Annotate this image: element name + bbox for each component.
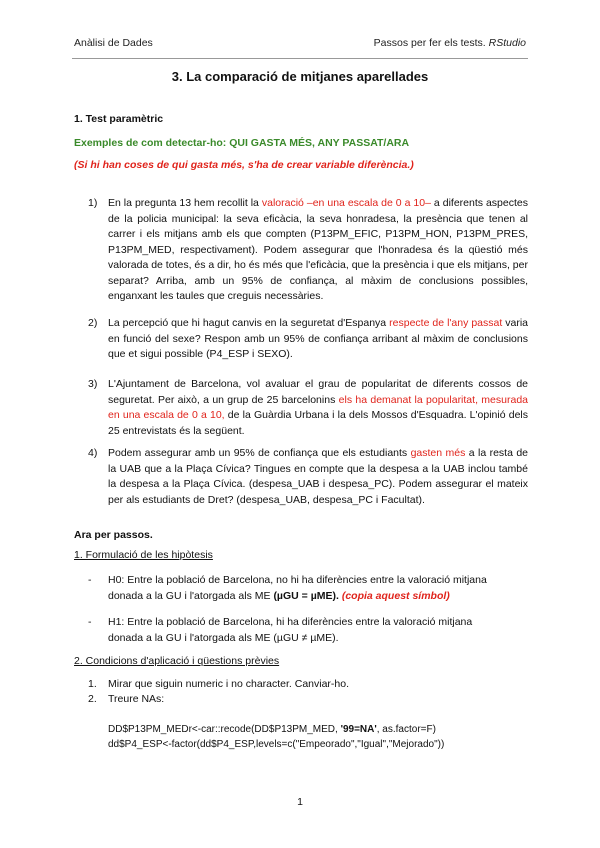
item-highlight: els ha demanat la popularitat, mesurada en una escala de 0 a 10, bbox=[108, 393, 528, 421]
conditions-heading: 2. Condicions d'aplicació i qüestions prèvies bbox=[74, 655, 280, 667]
page-title: 3. La comparació de mitjanes aparellades bbox=[171, 69, 429, 84]
code-line-factor: dd$P4_ESP<-factor(dd$P4_ESP,levels=c("Empeorado","Igual","Mejorado")) bbox=[108, 739, 445, 750]
item-highlight: respecte de l'any passat bbox=[389, 317, 503, 329]
header-course-title: Anàlisi de Dades bbox=[74, 37, 153, 49]
exercise-item-3 bbox=[88, 377, 528, 439]
h0-text: H0: Entre la població de Barcelona, no hi ha diferències entre la valoració mitjana donada a la GU i l'atorgada als ME bbox=[108, 574, 487, 602]
header-subtitle-rstudio: RStudio bbox=[488, 37, 526, 49]
item-number: 1) bbox=[88, 197, 98, 209]
condition-item-1 bbox=[88, 677, 508, 693]
exercise-item-1 bbox=[88, 196, 528, 305]
hypothesis-h1 bbox=[88, 615, 508, 646]
item-number: 2) bbox=[88, 317, 98, 329]
difference-variable-note: (Si hi han coses de qui gasta més, s'ha de crear variable diferència.) bbox=[74, 159, 414, 171]
code-text: , as.factor=F) bbox=[376, 724, 436, 735]
item-text: L'Ajuntament de Barcelona, vol avaluar el grau de popularitat de diferents cossos de seguretat. Per això, a un grup de 25 barcelonins bbox=[108, 378, 528, 406]
h0-formula: (µGU = µME). bbox=[273, 589, 339, 602]
examples-line: Exemples de com detectar-ho: QUI GASTA MÉS, ANY PASSAT/ARA bbox=[74, 137, 410, 149]
header-divider bbox=[72, 58, 528, 59]
item-text: a la resta de la UAB que a la Plaça Cívica? Tingues en compte que la despesa a la UAB inclou també la despesa a la Plaça Cívica. (despesa_UAB i despesa_PC). Podem assegurar el mateix per als estudiants de Dret? (despesa_UAB, despesa_PC i Facultat). bbox=[108, 447, 529, 506]
condition-item-2 bbox=[88, 692, 508, 708]
h0-symbol-note: (copia aquest símbol) bbox=[341, 589, 450, 602]
item-number: 3) bbox=[88, 378, 98, 390]
header-doc-subtitle bbox=[374, 37, 526, 49]
item-highlight: gasten més bbox=[410, 447, 466, 459]
dash-bullet: - bbox=[88, 616, 92, 628]
steps-heading: Ara per passos. bbox=[74, 529, 153, 541]
code-text: DD$P13PM_MEDr<-car::recode(DD$P13PM_MED, bbox=[108, 724, 341, 735]
hypotheses-heading: 1. Formulació de les hipòtesis bbox=[74, 549, 213, 561]
item-text: En la pregunta 13 hem recollit la bbox=[108, 197, 262, 209]
h1-text: H1: Entre la població de Barcelona, hi ha diferències entre la valoració mitjana donada a la GU i l'atorgada als ME (µGU ≠ µME). bbox=[108, 616, 473, 644]
code-recode-rule: '99=NA' bbox=[340, 724, 377, 735]
item-number: 4) bbox=[88, 447, 98, 459]
item-text: La percepció que hi hagut canvis en la seguretat d'Espanya bbox=[108, 317, 390, 329]
item-text: Podem assegurar amb un 95% de confiança que els estudiants bbox=[108, 447, 411, 459]
item-text: de la Guàrdia Urbana i la dels Mossos d'Esquadra. L'opinió dels 25 entrevistats és la següent. bbox=[108, 409, 528, 437]
condition-number: 1. bbox=[88, 678, 97, 690]
exercise-item-2 bbox=[88, 316, 528, 363]
dash-bullet: - bbox=[88, 574, 92, 586]
item-text: a diferents aspectes de la policia municipal: la seva eficàcia, la seva honradesa, la presència que tenen al carrer i els mitjans amb els que compten (P13PM_EFIC, P13PM_HON, P13PM_PRES, P13PM_MED, respectivament). Podem assegurar que l'honradesa és la qüestió més valorada de totes, és a dir, ho és més que l'eficàcia, que la presència i que els mitjans, per separat? Arriba, amb un 95% de confiança, al màxim de conclusions possibles, enganxant les taules que creguis necessàries. bbox=[108, 197, 528, 302]
condition-text: Mirar que siguin numeric i no character. Canviar-ho. bbox=[108, 678, 350, 690]
section-heading-parametric-test: 1. Test paramètric bbox=[74, 113, 164, 125]
code-line-recode bbox=[108, 722, 528, 737]
condition-text: Treure NAs: bbox=[108, 693, 165, 705]
hypothesis-h0 bbox=[88, 573, 508, 604]
item-highlight: valoració –en una escala de 0 a 10– bbox=[261, 197, 431, 209]
condition-number: 2. bbox=[88, 693, 97, 705]
page-number: 1 bbox=[297, 796, 303, 808]
exercise-item-4 bbox=[88, 446, 528, 508]
item-text: varia en funció del sexe? Respon amb un 95% de confiança arribant al màxim de conclusions que et sigui possible (P4_ESP i SEXO). bbox=[108, 317, 529, 360]
header-subtitle-text: Passos per fer els tests. bbox=[373, 37, 489, 49]
